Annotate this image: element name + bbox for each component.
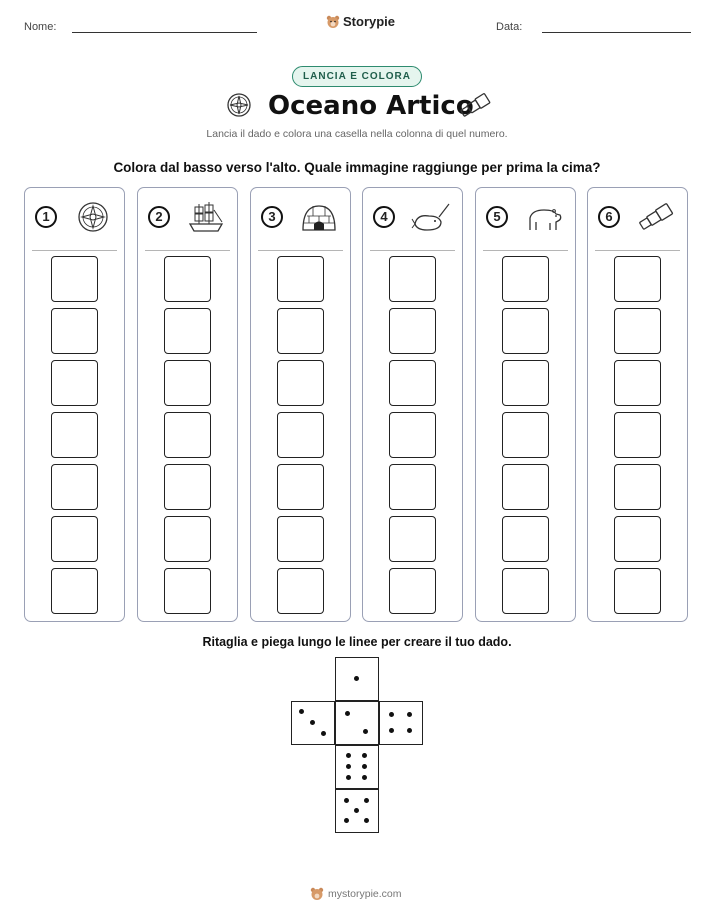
subtitle: Lancia il dado e colora una casella nella colonna di quel numero. [206,128,508,140]
color-box[interactable] [502,516,549,562]
column-divider [145,250,230,251]
column-divider [258,250,343,251]
color-box[interactable] [164,360,211,406]
color-box[interactable] [614,360,661,406]
column-divider [32,250,117,251]
color-box[interactable] [389,256,436,302]
color-box[interactable] [614,256,661,302]
dice-face-1 [335,657,379,701]
dice-pip [362,753,367,758]
color-box[interactable] [51,308,98,354]
color-box[interactable] [389,308,436,354]
color-box[interactable] [389,516,436,562]
ship-icon [186,200,226,234]
dice-pip [346,775,351,780]
name-label: Nome: [24,21,57,33]
dice-pip [345,711,350,716]
question: Colora dal basso verso l'alto. Quale immagine raggiunge per prima la cima? [113,160,601,175]
column-number: 3 [261,206,283,228]
column-number: 6 [598,206,620,228]
bear-logo-icon [326,15,340,29]
column-6 [587,187,688,622]
color-box[interactable] [164,516,211,562]
dice-pip [362,775,367,780]
spyglass-icon [636,200,676,234]
dice-instruction: Ritaglia e piega lungo le linee per creare il tuo dado. [202,635,512,649]
dice-pip [346,764,351,769]
color-box[interactable] [502,256,549,302]
color-box[interactable] [389,360,436,406]
page-title: Oceano Artico [268,91,474,121]
dice-face-5 [335,789,379,833]
dice-pip [364,798,369,803]
column-divider [370,250,455,251]
color-box[interactable] [51,256,98,302]
color-box[interactable] [502,464,549,510]
color-box[interactable] [614,516,661,562]
column-number: 2 [148,206,170,228]
color-box[interactable] [51,516,98,562]
color-box[interactable] [164,412,211,458]
color-box[interactable] [164,568,211,614]
column-2 [137,187,238,622]
color-box[interactable] [502,568,549,614]
name-line[interactable] [72,32,257,33]
activity-badge: LANCIA E COLORA [292,66,422,87]
column-5 [475,187,576,622]
color-box[interactable] [164,256,211,302]
dice-pip [344,818,349,823]
badge-wrap [0,66,714,84]
footer-url[interactable]: mystorypie.com [328,888,402,900]
bear-footer-icon [310,887,324,901]
date-label: Data: [496,21,523,33]
color-box[interactable] [277,568,324,614]
column-divider [595,250,680,251]
column-number: 4 [373,206,395,228]
dice-pip [321,731,326,736]
dice-pip [407,712,412,717]
brand-name: Storypie [343,14,396,29]
dice-pip [310,720,315,725]
color-box[interactable] [164,308,211,354]
color-box[interactable] [614,464,661,510]
color-box[interactable] [389,412,436,458]
color-box[interactable] [277,412,324,458]
dice-pip [389,728,394,733]
dice-pip [363,729,368,734]
color-box[interactable] [277,308,324,354]
dice-pip [354,808,359,813]
color-box[interactable] [389,464,436,510]
color-box[interactable] [277,464,324,510]
column-number: 5 [486,206,508,228]
color-box[interactable] [51,412,98,458]
polar-bear-icon [524,200,564,234]
dice-pip [364,818,369,823]
color-box[interactable] [277,360,324,406]
dice-pip [346,753,351,758]
color-box[interactable] [277,516,324,562]
dice-pip [389,712,394,717]
color-box[interactable] [614,568,661,614]
title-compass-icon [226,92,252,123]
color-box[interactable] [614,308,661,354]
column-3 [250,187,351,622]
column-1 [24,187,125,622]
dice-face-4 [379,701,423,745]
color-box[interactable] [614,412,661,458]
footer [310,887,402,901]
color-box[interactable] [51,464,98,510]
color-box[interactable] [502,360,549,406]
dice-face-2 [335,701,379,745]
color-box[interactable] [51,568,98,614]
dice-face-3 [291,701,335,745]
dice-pip [344,798,349,803]
narwhal-icon [411,200,451,234]
color-box[interactable] [389,568,436,614]
color-box[interactable] [502,308,549,354]
title-spyglass-icon [458,91,492,124]
color-box[interactable] [51,360,98,406]
column-4 [362,187,463,622]
column-divider [483,250,568,251]
dice-pip [299,709,304,714]
dice-face-6 [335,745,379,789]
color-box[interactable] [277,256,324,302]
dice-pip [362,764,367,769]
dice-pip [407,728,412,733]
color-box[interactable] [502,412,549,458]
brand-logo [326,14,395,29]
column-number: 1 [35,206,57,228]
compass-icon [73,200,113,234]
date-line[interactable] [542,32,691,33]
igloo-icon [299,200,339,234]
dice-pip [354,676,359,681]
color-box[interactable] [164,464,211,510]
